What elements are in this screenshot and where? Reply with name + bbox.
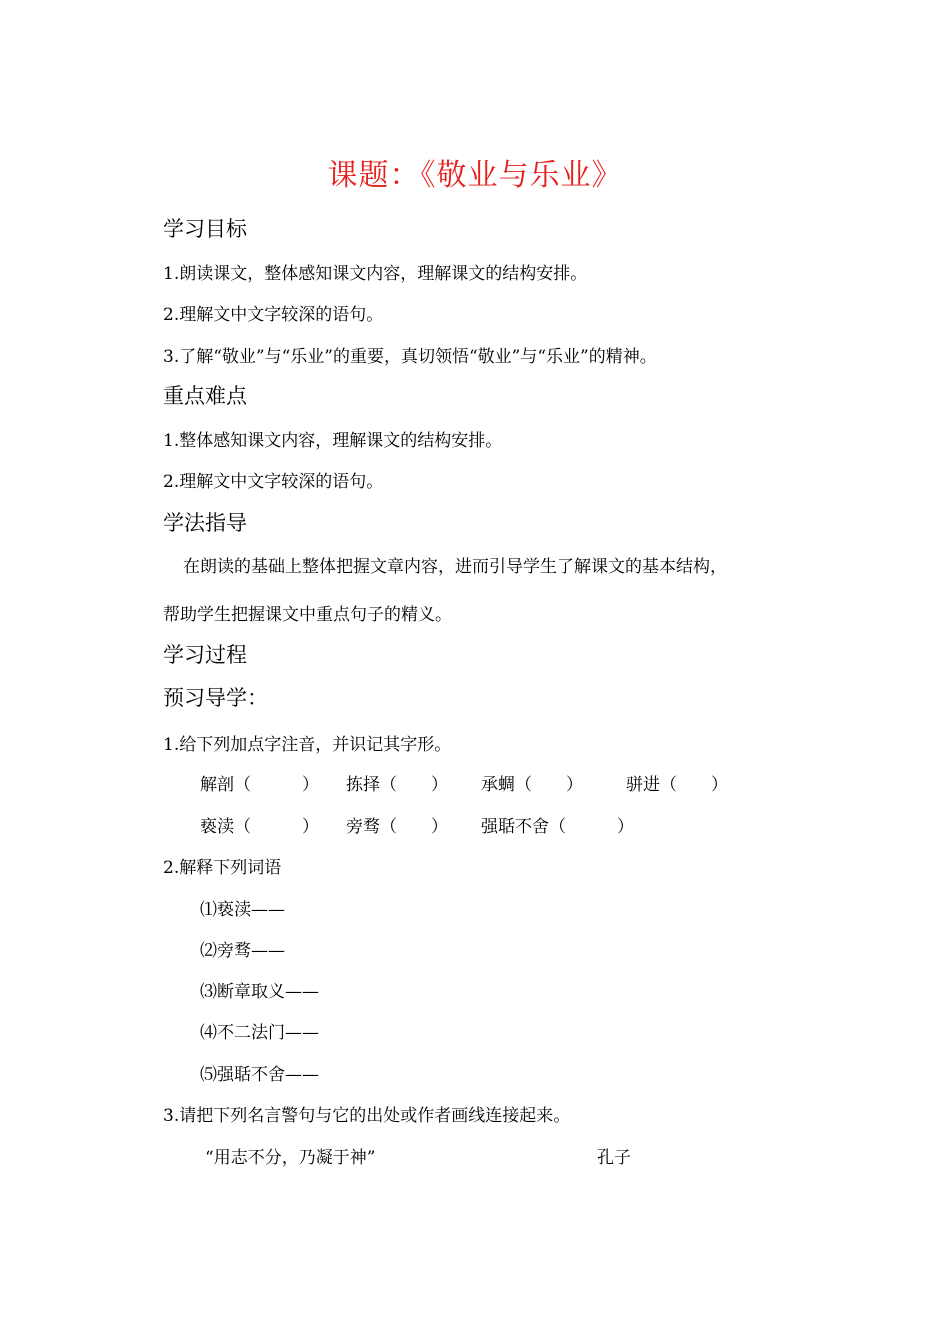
q1-item-jianze: 拣择（ ） [346, 775, 448, 795]
method-heading: 学法指导 [163, 511, 247, 535]
preview-heading: 预习导学： [163, 686, 268, 710]
process-heading: 学习过程 [163, 643, 247, 667]
q2-item-4: ⑷不二法门—— [200, 1023, 319, 1043]
q2-item-5: ⑸强聒不舍—— [200, 1065, 319, 1085]
q2-item-3: ⑶断章取义—— [200, 982, 319, 1002]
q1-item-pianjin: 骈进（ ） [626, 775, 728, 795]
q1-item-chengtiao: 承蜩（ ） [481, 775, 583, 795]
objectives-heading: 学习目标 [163, 217, 247, 241]
objective-item-3: 3.了解“敬业”与“乐业”的重要，真切领悟“敬业”与“乐业”的精神。 [163, 347, 657, 367]
q2-item-1: ⑴亵渎—— [200, 900, 285, 920]
question-3: 3.请把下列名言警句与它的出处或作者画线连接起来。 [163, 1106, 571, 1126]
method-line-1: 在朗读的基础上整体把握文章内容，进而引导学生了解课文的基本结构， [183, 557, 727, 577]
key-point-item-1: 1.整体感知课文内容，理解课文的结构安排。 [163, 431, 503, 451]
q3-author: 孔子 [597, 1148, 631, 1168]
key-points-heading: 重点难点 [163, 384, 247, 408]
q1-item-qiangguo: 强聒不舍（ ） [481, 817, 634, 837]
page-title: 课题：《敬业与乐业》 [327, 158, 623, 193]
question-2: 2.解释下列词语 [163, 858, 282, 878]
q2-item-2: ⑵旁骛—— [200, 941, 285, 961]
q1-item-jiepou: 解剖（ ） [200, 775, 319, 795]
objective-item-2: 2.理解文中文字较深的语句。 [163, 305, 384, 325]
q3-quote: “用志不分，乃凝于神” [205, 1148, 376, 1168]
q1-item-pangwu: 旁骛（ ） [346, 817, 448, 837]
q1-item-xiedu: 亵渎（ ） [200, 817, 319, 837]
objective-item-1: 1.朗读课文，整体感知课文内容，理解课文的结构安排。 [163, 264, 588, 284]
key-point-item-2: 2.理解文中文字较深的语句。 [163, 472, 384, 492]
method-line-2: 帮助学生把握课文中重点句子的精义。 [163, 605, 452, 625]
question-1: 1.给下列加点字注音，并识记其字形。 [163, 735, 452, 755]
